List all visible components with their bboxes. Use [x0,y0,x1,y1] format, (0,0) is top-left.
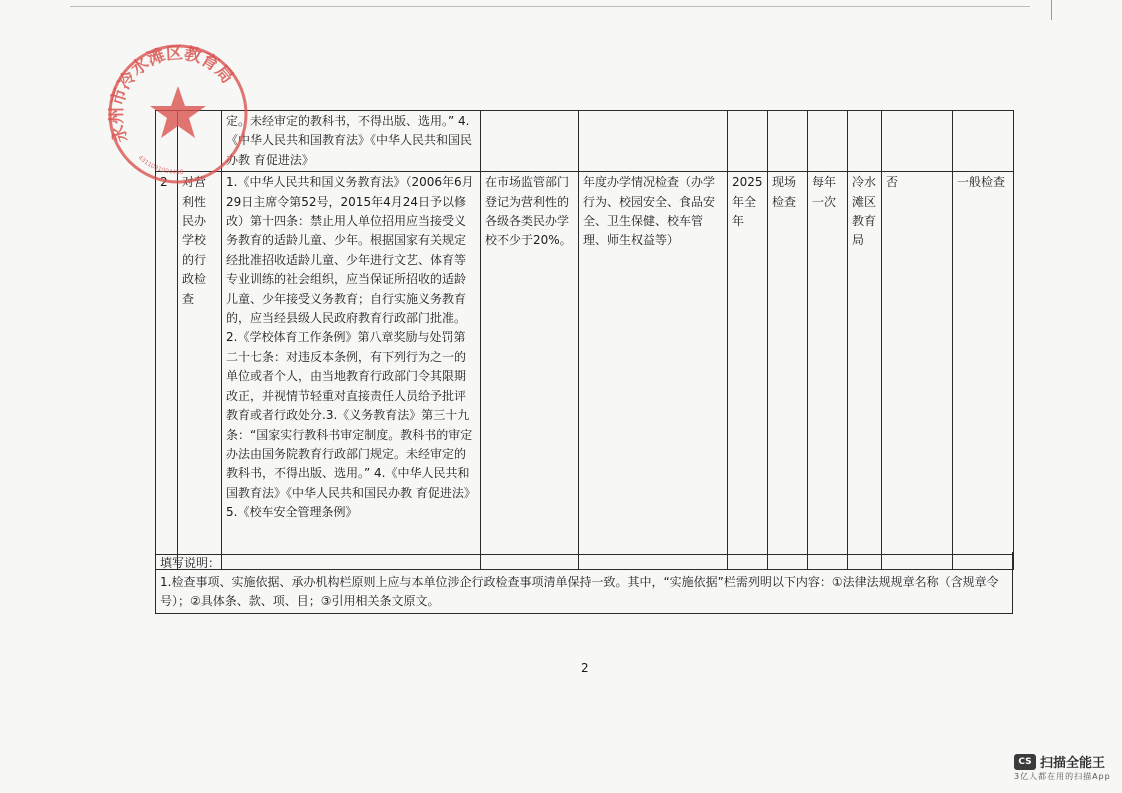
inspection-table [155,110,1014,570]
inspection-item: 对营利性民办学校的行政检查 [178,172,222,555]
inspection-frequency: 每年一次 [808,172,848,555]
scanner-tagline: 3亿人都在用的扫描App [1014,772,1111,781]
page-edge-right [1051,0,1062,20]
continued-basis-cell: 定。未经审定的教科书，不得出版、选用。” 4.《中华人民共和国教育法》《中华人民共和国民办教 育促进法》 [222,111,481,172]
inspection-object: 在市场监管部门登记为营利性的各级各类民办学校不少于20%。 [481,172,579,555]
table-row [156,172,1014,555]
inspection-content: 年度办学情况检查（办学行为、校园安全、食品安全、卫生保健、校车管理、师生权益等） [579,172,728,555]
seal-code: 4311031004458 [136,154,184,177]
inspection-year: 2025年全年 [728,172,768,555]
scanner-brand-name: 扫描全能王 [1040,756,1106,771]
cs-logo-icon: CS [1014,754,1036,770]
page-edge [70,0,1030,7]
legal-basis: 1.《中华人民共和国义务教育法》（2006年6月29日主席令第52号，2015年4月24日予以修改）第十四条：禁止用人单位招用应当接受义务教育的适龄儿童、少年。根据国家有关规定经批准招收适龄儿童、少年进行文艺、体育等专业训练的社会组织，应当保证所招收的适龄儿童、少年接受义务教育；自行实施义务教育的，应当经县级人民政府教育行政部门批准。2.《学校体育工作条例》第八章奖励与处罚第二十七条：对违反本条例，有下列行为之一的单位或者个人，由当地教育行政部门令其限期改正，并视情节轻重对直接责任人员给予批评教育或者行政处分.3.《义务教育法》第三十九条：“国家实行教科书审定制度。教科书的审定办法由国务院教育行政部门规定。未经审定的教科书，不得出版、选用。” 4.《中华人民共和国教育法》《中华人民共和国民办教 育促进法》5.《校车安全管理条例》 [222,172,481,555]
inspection-method: 现场检查 [768,172,808,555]
inspection-agency: 冷水滩区教育局 [848,172,882,555]
scanner-watermark [1014,752,1105,771]
seal-text: 永州市冷水滩区教育局 [106,43,238,146]
filling-notes [155,552,1013,614]
notes-title: 填写说明： [160,556,221,570]
row-number: 2 [156,172,178,555]
page-number: 2 [581,661,589,675]
joint-inspection: 否 [882,172,953,555]
notes-body: 1.检查事项、实施依据、承办机构栏原则上应与本单位涉企行政检查事项清单保持一致。其中，“实施依据”栏需列明以下内容：①法律法规规章名称（含规章令号）；②具体条、款、项、目；③引用相关条文原文。 [160,575,999,608]
continued-row [156,111,1014,172]
inspection-type: 一般检查 [953,172,1014,555]
